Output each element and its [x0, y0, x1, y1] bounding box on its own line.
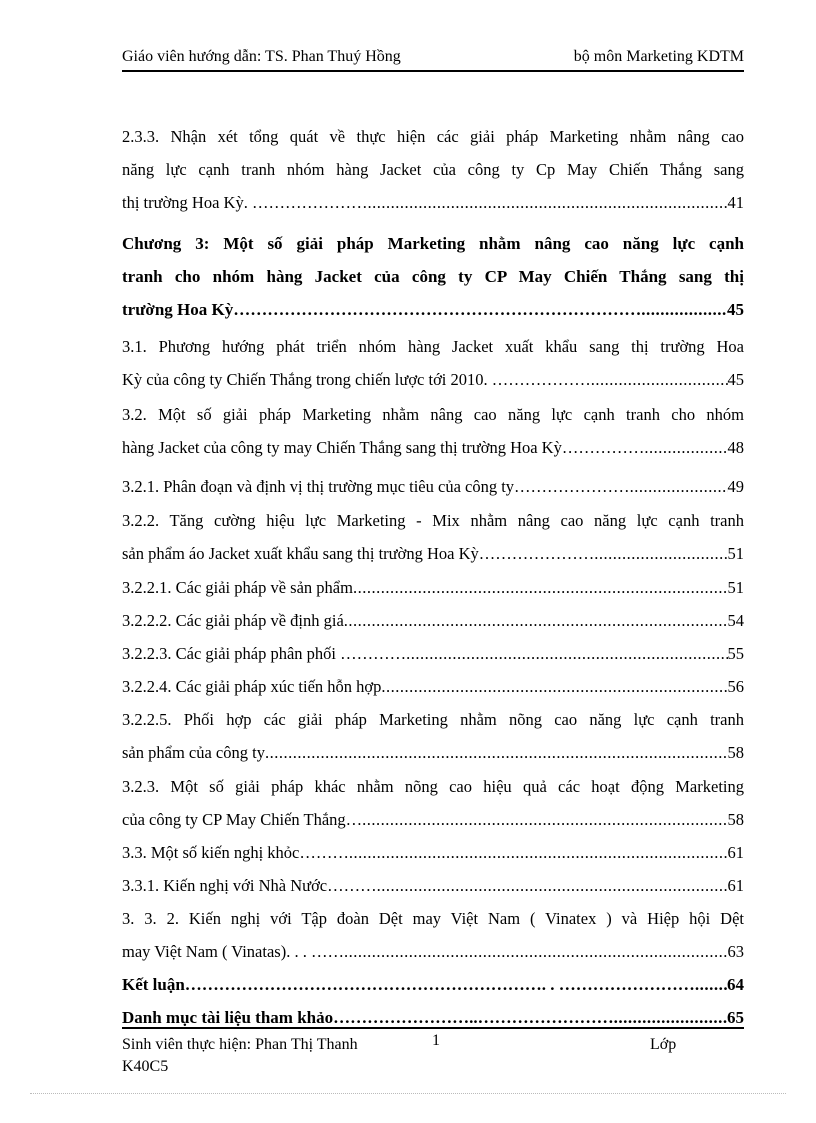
toc-entry-leader-line: [122, 431, 744, 464]
toc-page-number: 48: [727, 438, 744, 457]
dot-leader: [265, 736, 728, 769]
toc-entry-leader-line: [122, 736, 744, 769]
toc-entry-leader-line: [122, 293, 744, 326]
toc-page-number: 54: [727, 611, 744, 630]
toc-entry-title: Kết luận………………………………………………………. . ……………………: [122, 975, 695, 994]
dot-leader: [406, 637, 727, 670]
toc-entry-leader-line: [122, 803, 744, 836]
toc-entry-title: Danh mục tài liệu tham khảo……………………..……………………: [122, 1008, 614, 1027]
toc-entry-title: sản phẩm áo Jacket xuất khẩu sang thị trường Hoa Kỳ…………………: [122, 544, 595, 563]
toc-page-number: 51: [727, 544, 744, 563]
toc-entry: [122, 330, 744, 396]
footer-student: Sinh viên thực hiện: Phan Thị Thanh: [122, 1036, 358, 1053]
toc-entry-title: 3.3.1. Kiến nghị với Nhà Nước………: [122, 876, 377, 895]
dot-leader: [594, 537, 727, 570]
page-bottom-border: [30, 1093, 786, 1094]
toc-entry-leader-line: [122, 537, 744, 570]
toc-entry: [122, 968, 744, 1001]
header-advisor: Giáo viên hướng dẫn: TS. Phan Thuý Hồng: [122, 48, 401, 65]
toc-entry-line: 3.2.3. Một số giải pháp khác nhằm nõng cao hiệu quả các hoạt động Marketing: [122, 777, 744, 796]
dot-leader: [377, 869, 728, 902]
toc-entry-leader-line: [122, 935, 744, 968]
toc-entry-leader-line: [122, 836, 744, 869]
toc-page-number: 58: [727, 743, 744, 762]
toc-entry-line: Chương 3: Một số giải pháp Marketing nhằm nâng cao năng lực cạnh: [122, 234, 744, 253]
toc-page-number: 41: [727, 193, 744, 212]
toc-entry-line: tranh cho nhóm hàng Jacket của công ty CP May Chiến Thắng sang thị: [122, 267, 744, 286]
toc-entry: [122, 703, 744, 769]
toc-page-number: 45: [727, 300, 744, 319]
toc-entry-line: 3.2.2.5. Phối hợp các giải pháp Marketing nhằm nõng cao năng lực cạnh tranh: [122, 710, 744, 729]
toc-entry-leader-line: [122, 637, 744, 670]
toc-entry-title: 3.2.1. Phân đoạn và định vị thị trường mục tiêu của công ty…………………: [122, 477, 630, 496]
toc-entry: [122, 604, 744, 637]
dot-leader: [367, 186, 727, 219]
dot-leader: [362, 803, 727, 836]
toc-entry: [122, 398, 744, 464]
header-department: bộ môn Marketing KDTM: [573, 48, 744, 65]
toc-entry-line: 3.1. Phương hướng phát triển nhóm hàng Jacket xuất khẩu sang thị trường Hoa: [122, 337, 744, 356]
toc-page-number: 55: [727, 644, 744, 663]
footer-class-code: K40C5: [122, 1058, 169, 1075]
toc-entry-line: 3.2. Một số giải pháp Marketing nhằm nâng cao năng lực cạnh tranh cho nhóm: [122, 405, 744, 424]
dot-leader: [353, 571, 728, 604]
toc-entry-title: thị trường Hoa Kỳ. …………………: [122, 193, 368, 212]
toc-entry-leader-line: [122, 869, 744, 902]
toc-entry-title: 3.2.2.2. Các giải pháp về định giá: [122, 611, 344, 630]
toc-entry: [122, 504, 744, 570]
toc-page-number: 65: [727, 1008, 744, 1027]
toc-entry-title: 3.2.2.1. Các giải pháp về sản phẩm: [122, 578, 353, 597]
toc-entry: [122, 770, 744, 836]
dot-leader: [344, 935, 728, 968]
toc-page-number: 64: [727, 975, 744, 994]
dot-leader: [630, 470, 728, 503]
toc-entry: [122, 670, 744, 703]
toc-entry-leader-line: [122, 186, 744, 219]
toc-page-number: 61: [727, 843, 744, 862]
toc-entry-title: may Việt Nam ( Vinatas). . . ……: [122, 942, 344, 961]
page-header: [122, 46, 744, 72]
toc-entry-title: Kỳ của công ty Chiến Thắng trong chiến lược tới 2010. ………………: [122, 370, 591, 389]
toc-entry-title: 3.3. Một số kiến nghị khỏc………: [122, 843, 349, 862]
footer-divider: [122, 1027, 744, 1029]
dot-leader: [591, 363, 728, 396]
toc-entry-leader-line: [122, 470, 744, 503]
toc-entry-leader-line: [122, 670, 744, 703]
toc-entry-line: năng lực cạnh tranh nhóm hàng Jacket của công ty Cp May Chiến Thắng sang: [122, 160, 744, 179]
dot-leader: [641, 293, 727, 326]
toc-page-number: 61: [727, 876, 744, 895]
toc-page-number: 58: [727, 810, 744, 829]
dot-leader: [344, 604, 728, 637]
toc-entry-leader-line: [122, 363, 744, 396]
page-number: 1: [432, 1032, 440, 1049]
toc-entry-leader-line: [122, 604, 744, 637]
toc-entry-title: của công ty CP May Chiến Thắng…: [122, 810, 363, 829]
toc-entry: [122, 836, 744, 869]
toc-page-number: 49: [727, 477, 744, 496]
toc-entry-line: 2.3.3. Nhận xét tổng quát về thực hiện các giải pháp Marketing nhằm nâng cao: [122, 127, 744, 146]
dot-leader: [381, 670, 727, 703]
dot-leader: [695, 968, 727, 1001]
toc-entry: [122, 120, 744, 219]
toc-entry-line: 3. 3. 2. Kiến nghị với Tập đoàn Dệt may Việt Nam ( Vinatex ) và Hiệp hội Dệt: [122, 909, 744, 928]
toc-entry: [122, 571, 744, 604]
toc-page-number: 63: [727, 942, 744, 961]
dot-leader: [644, 431, 727, 464]
toc-entry-title: hàng Jacket của công ty may Chiến Thắng sang thị trường Hoa Kỳ……………: [122, 438, 645, 457]
dot-leader: [614, 1001, 727, 1034]
footer-class-label: Lớp: [650, 1036, 677, 1053]
toc-entry-line: 3.2.2. Tăng cường hiệu lực Marketing - Mix nhằm nâng cao năng lực cạnh tranh: [122, 511, 744, 530]
toc-entry-title: 3.2.2.4. Các giải pháp xúc tiến hỗn hợp: [122, 677, 382, 696]
toc-entry-title: trường Hoa Kỳ………………………………………………………………: [122, 300, 642, 319]
toc-entry-leader-line: [122, 571, 744, 604]
toc-entry: [122, 902, 744, 968]
dot-leader: [349, 836, 728, 869]
toc-entry: [122, 869, 744, 902]
toc-page-number: 56: [727, 677, 744, 696]
toc-entry-leader-line: [122, 968, 744, 1001]
toc-entry: [122, 470, 744, 503]
toc-entry: [122, 637, 744, 670]
toc-entry-title: 3.2.2.3. Các giải pháp phân phối …………: [122, 644, 407, 663]
toc-entry: [122, 227, 744, 326]
toc-entry-title: sản phẩm của công ty: [122, 743, 265, 762]
toc-page-number: 45: [727, 370, 744, 389]
toc-page-number: 51: [727, 578, 744, 597]
